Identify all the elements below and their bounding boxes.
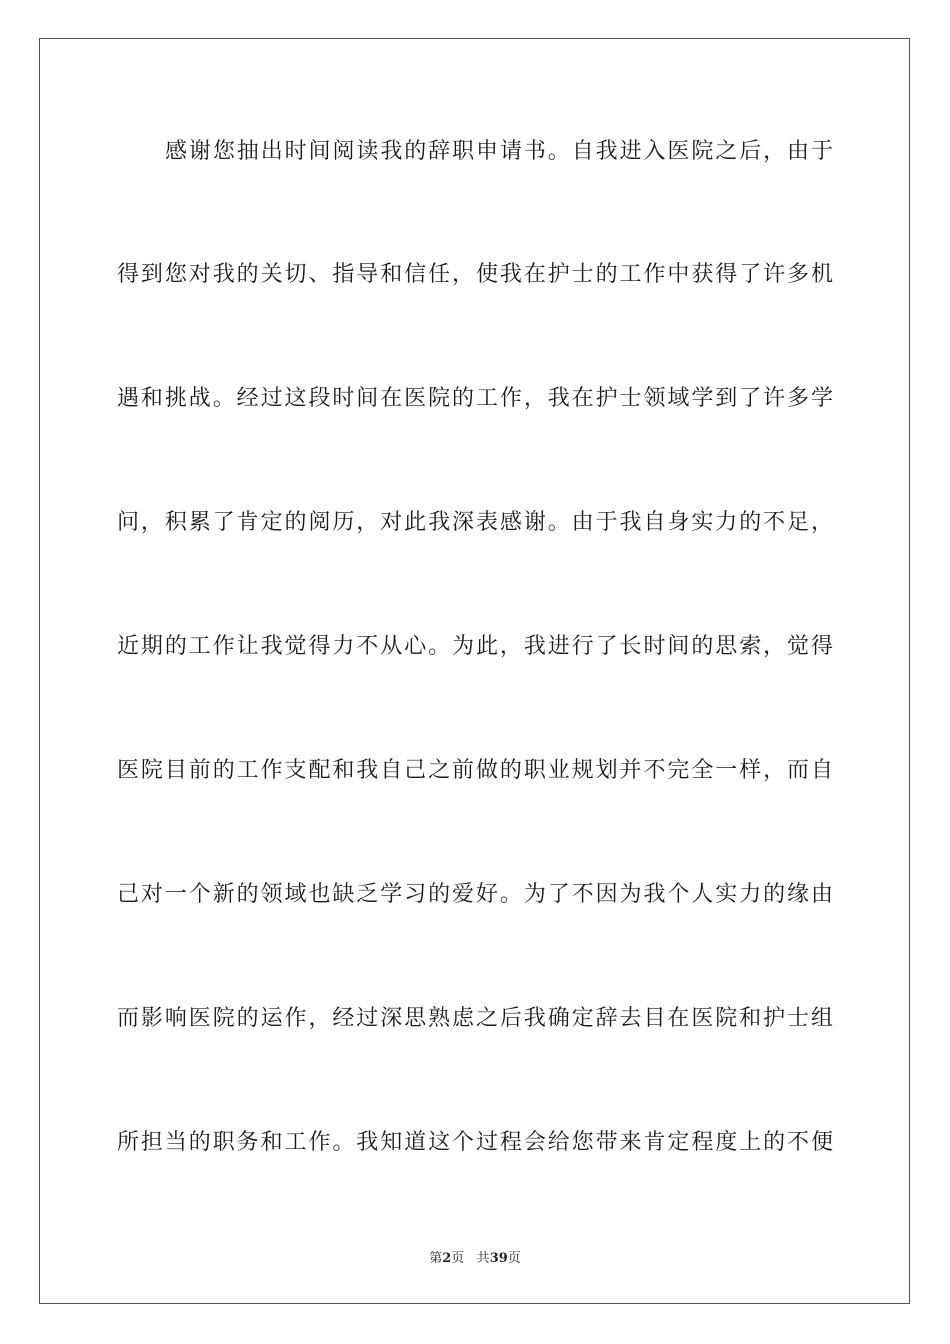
page-suffix: 页	[451, 1251, 465, 1266]
body-line-8: 而影响医院的运作，经过深思熟虑之后我确定辞去目在医院和护士组	[117, 1006, 833, 1031]
body-line-2: 得到您对我的关切、指导和信任，使我在护士的工作中获得了许多机	[117, 262, 833, 287]
body-line-6: 医院目前的工作支配和我自己之前做的职业规划并不完全一样，而自	[117, 758, 833, 783]
body-line-1: 感谢您抽出时间阅读我的辞职申请书。自我进入医院之后，由于	[165, 139, 833, 164]
page-frame	[39, 38, 910, 1304]
body-line-3: 遇和挑战。经过这段时间在医院的工作，我在护士领域学到了许多学	[117, 386, 833, 411]
page-prefix: 第	[429, 1251, 443, 1266]
total-prefix: 共	[476, 1251, 490, 1266]
body-line-4: 问，积累了肯定的阅历，对此我深表感谢。由于我自身实力的不足，	[117, 510, 833, 535]
total-suffix: 页	[507, 1251, 521, 1266]
body-line-5: 近期的工作让我觉得力不从心。为此，我进行了长时间的思索，觉得	[117, 634, 833, 659]
body-line-9: 所担当的职务和工作。我知道这个过程会给您带来肯定程度上的不便	[117, 1130, 833, 1155]
page-footer	[0, 1247, 950, 1266]
body-line-7: 己对一个新的领域也缺乏学习的爱好。为了不因为我个人实力的缘由	[117, 882, 833, 907]
total-pages: 39	[489, 1251, 508, 1266]
page-number: 2	[442, 1251, 452, 1266]
